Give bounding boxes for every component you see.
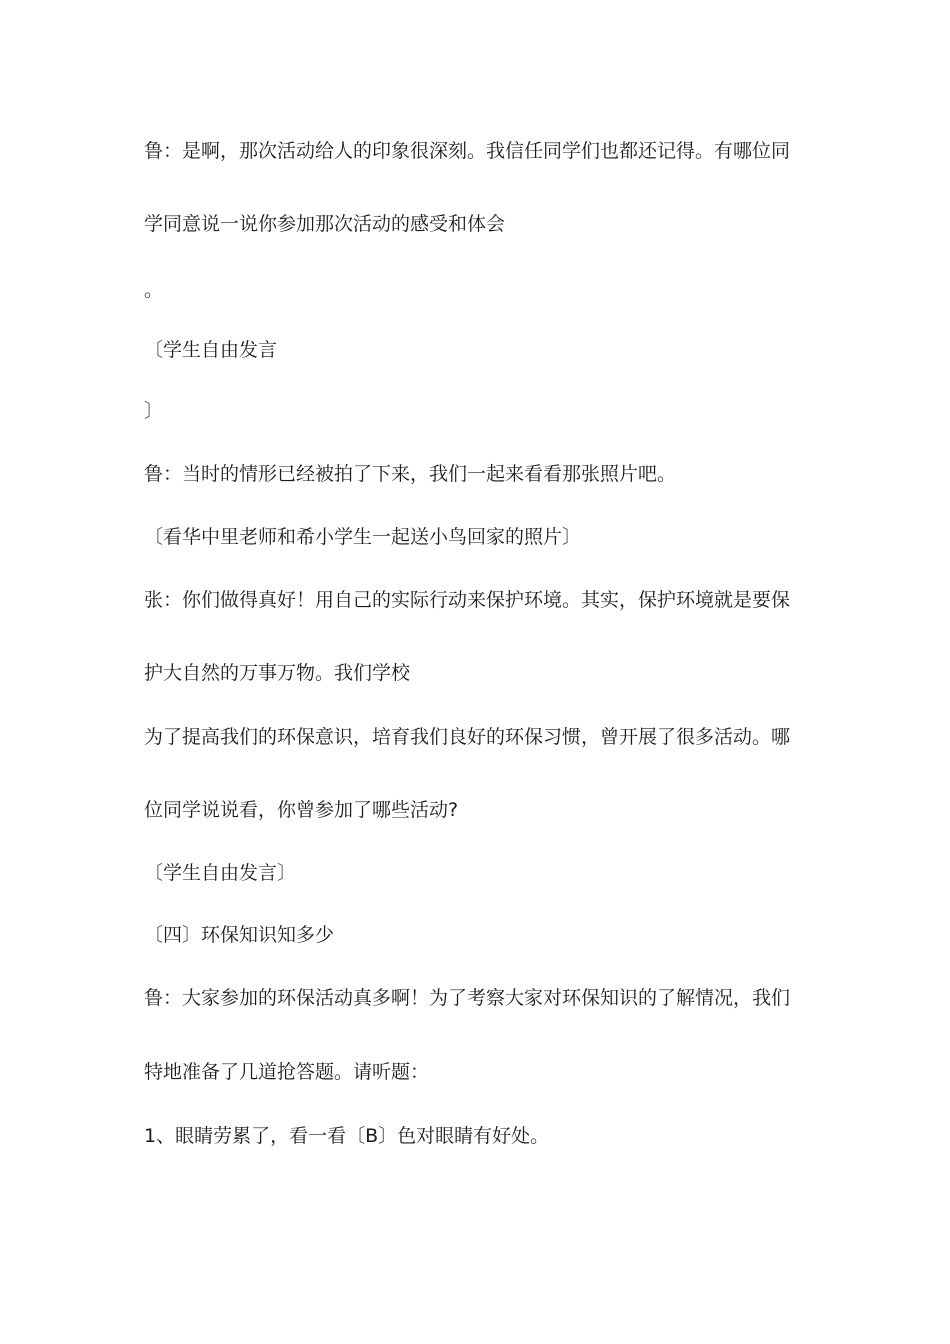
text-line-10: 为了提高我们的环保意识，培育我们良好的环保习惯，曾开展了很多活动。哪 [144, 726, 791, 748]
text-line-7: 〔看华中里老师和希小学生一起送小鸟回家的照片〕 [144, 526, 582, 548]
text-line-2: 学同意说一说你参加那次活动的感受和体会 [144, 213, 506, 235]
text-line-13: 〔四〕环保知识知多少 [144, 924, 335, 946]
text-line-14: 鲁：大家参加的环保活动真多啊！为了考察大家对环保知识的了解情况，我们 [144, 987, 791, 1009]
text-line-12: 〔学生自由发言〕 [144, 862, 297, 884]
text-line-11: 位同学说说看，你曾参加了哪些活动? [144, 799, 459, 821]
text-line-16: 1、眼睛劳累了，看一看〔B〕色对眼睛有好处。 [144, 1125, 550, 1147]
text-line-1: 鲁：是啊，那次活动给人的印象很深刻。我信任同学们也都还记得。有哪位同 [144, 140, 791, 162]
text-line-8: 张：你们做得真好！用自己的实际行动来保护环境。其实，保护环境就是要保 [144, 589, 791, 611]
text-line-9: 护大自然的万事万物。我们学校 [144, 662, 411, 684]
text-line-3: 。 [144, 279, 164, 301]
text-line-15: 特地准备了几道抢答题。请听题： [144, 1061, 430, 1083]
text-line-6: 鲁：当时的情形已经被拍了下来，我们一起来看看那张照片吧。 [144, 463, 677, 485]
text-line-5: 〕 [144, 400, 164, 422]
text-line-4: 〔学生自由发言 [144, 339, 278, 361]
